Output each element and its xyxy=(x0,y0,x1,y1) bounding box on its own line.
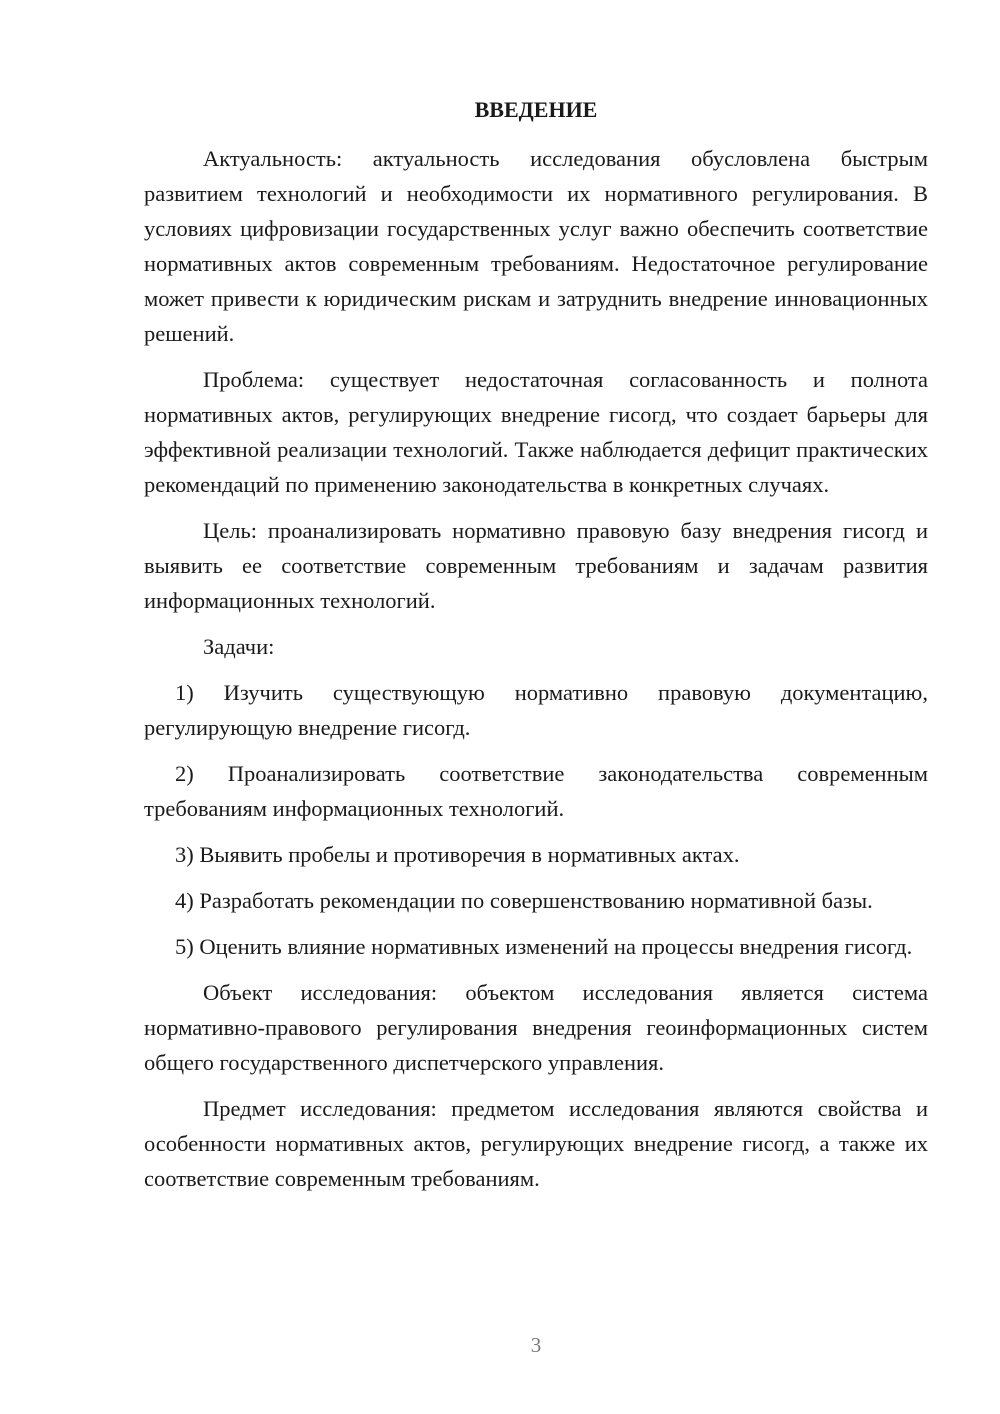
document-page xyxy=(144,92,928,1207)
task-item-4: 4) Разработать рекомендации по совершенствованию нормативной базы. xyxy=(175,888,873,913)
task-item-3: 3) Выявить пробелы и противоречия в нормативных актах. xyxy=(175,842,740,867)
task-item-2: 2) Проанализировать соответствие законодательства современным требованиям информационных технологий. xyxy=(144,761,928,821)
subject-paragraph: Предмет исследования: предметом исследования являются свойства и особенности нормативных актов, регулирующих внедрение гисогд, а также их соответствие современным требованиям. xyxy=(144,1096,928,1191)
goal-paragraph: Цель: проанализировать нормативно правовую базу внедрения гисогд и выявить ее соответствие современным требованиям и задачам развития информационных технологий. xyxy=(144,518,928,613)
object-paragraph: Объект исследования: объектом исследования является система нормативно-правового регулирования внедрения геоинформационных систем общего государственного диспетчерского управления. xyxy=(144,980,928,1075)
problem-paragraph: Проблема: существует недостаточная согласованность и полнота нормативных актов, регулирующих внедрение гисогд, что создает барьеры для эффективной реализации технологий. Также наблюдается дефицит практических рекомендаций по применению законодательства в конкретных случаях. xyxy=(144,367,928,497)
task-item-1: 1) Изучить существующую нормативно правовую документацию, регулирующую внедрение гисогд. xyxy=(144,680,928,740)
page-number: 3 xyxy=(530,1333,542,1357)
tasks-heading: Задачи: xyxy=(203,634,275,659)
page-title: ВВЕДЕНИЕ xyxy=(474,97,598,122)
relevance-paragraph: Актуальность: актуальность исследования обусловлена быстрым развитием технологий и необходимости их нормативного регулирования. В условиях цифровизации государственных услуг важно обеспечить соответствие нормативных актов современным требованиям. Недостаточное регулирование может привести к юридическим рискам и затруднить внедрение инновационных решений. xyxy=(144,146,928,346)
task-item-5: 5) Оценить влияние нормативных изменений на процессы внедрения гисогд. xyxy=(175,934,913,959)
